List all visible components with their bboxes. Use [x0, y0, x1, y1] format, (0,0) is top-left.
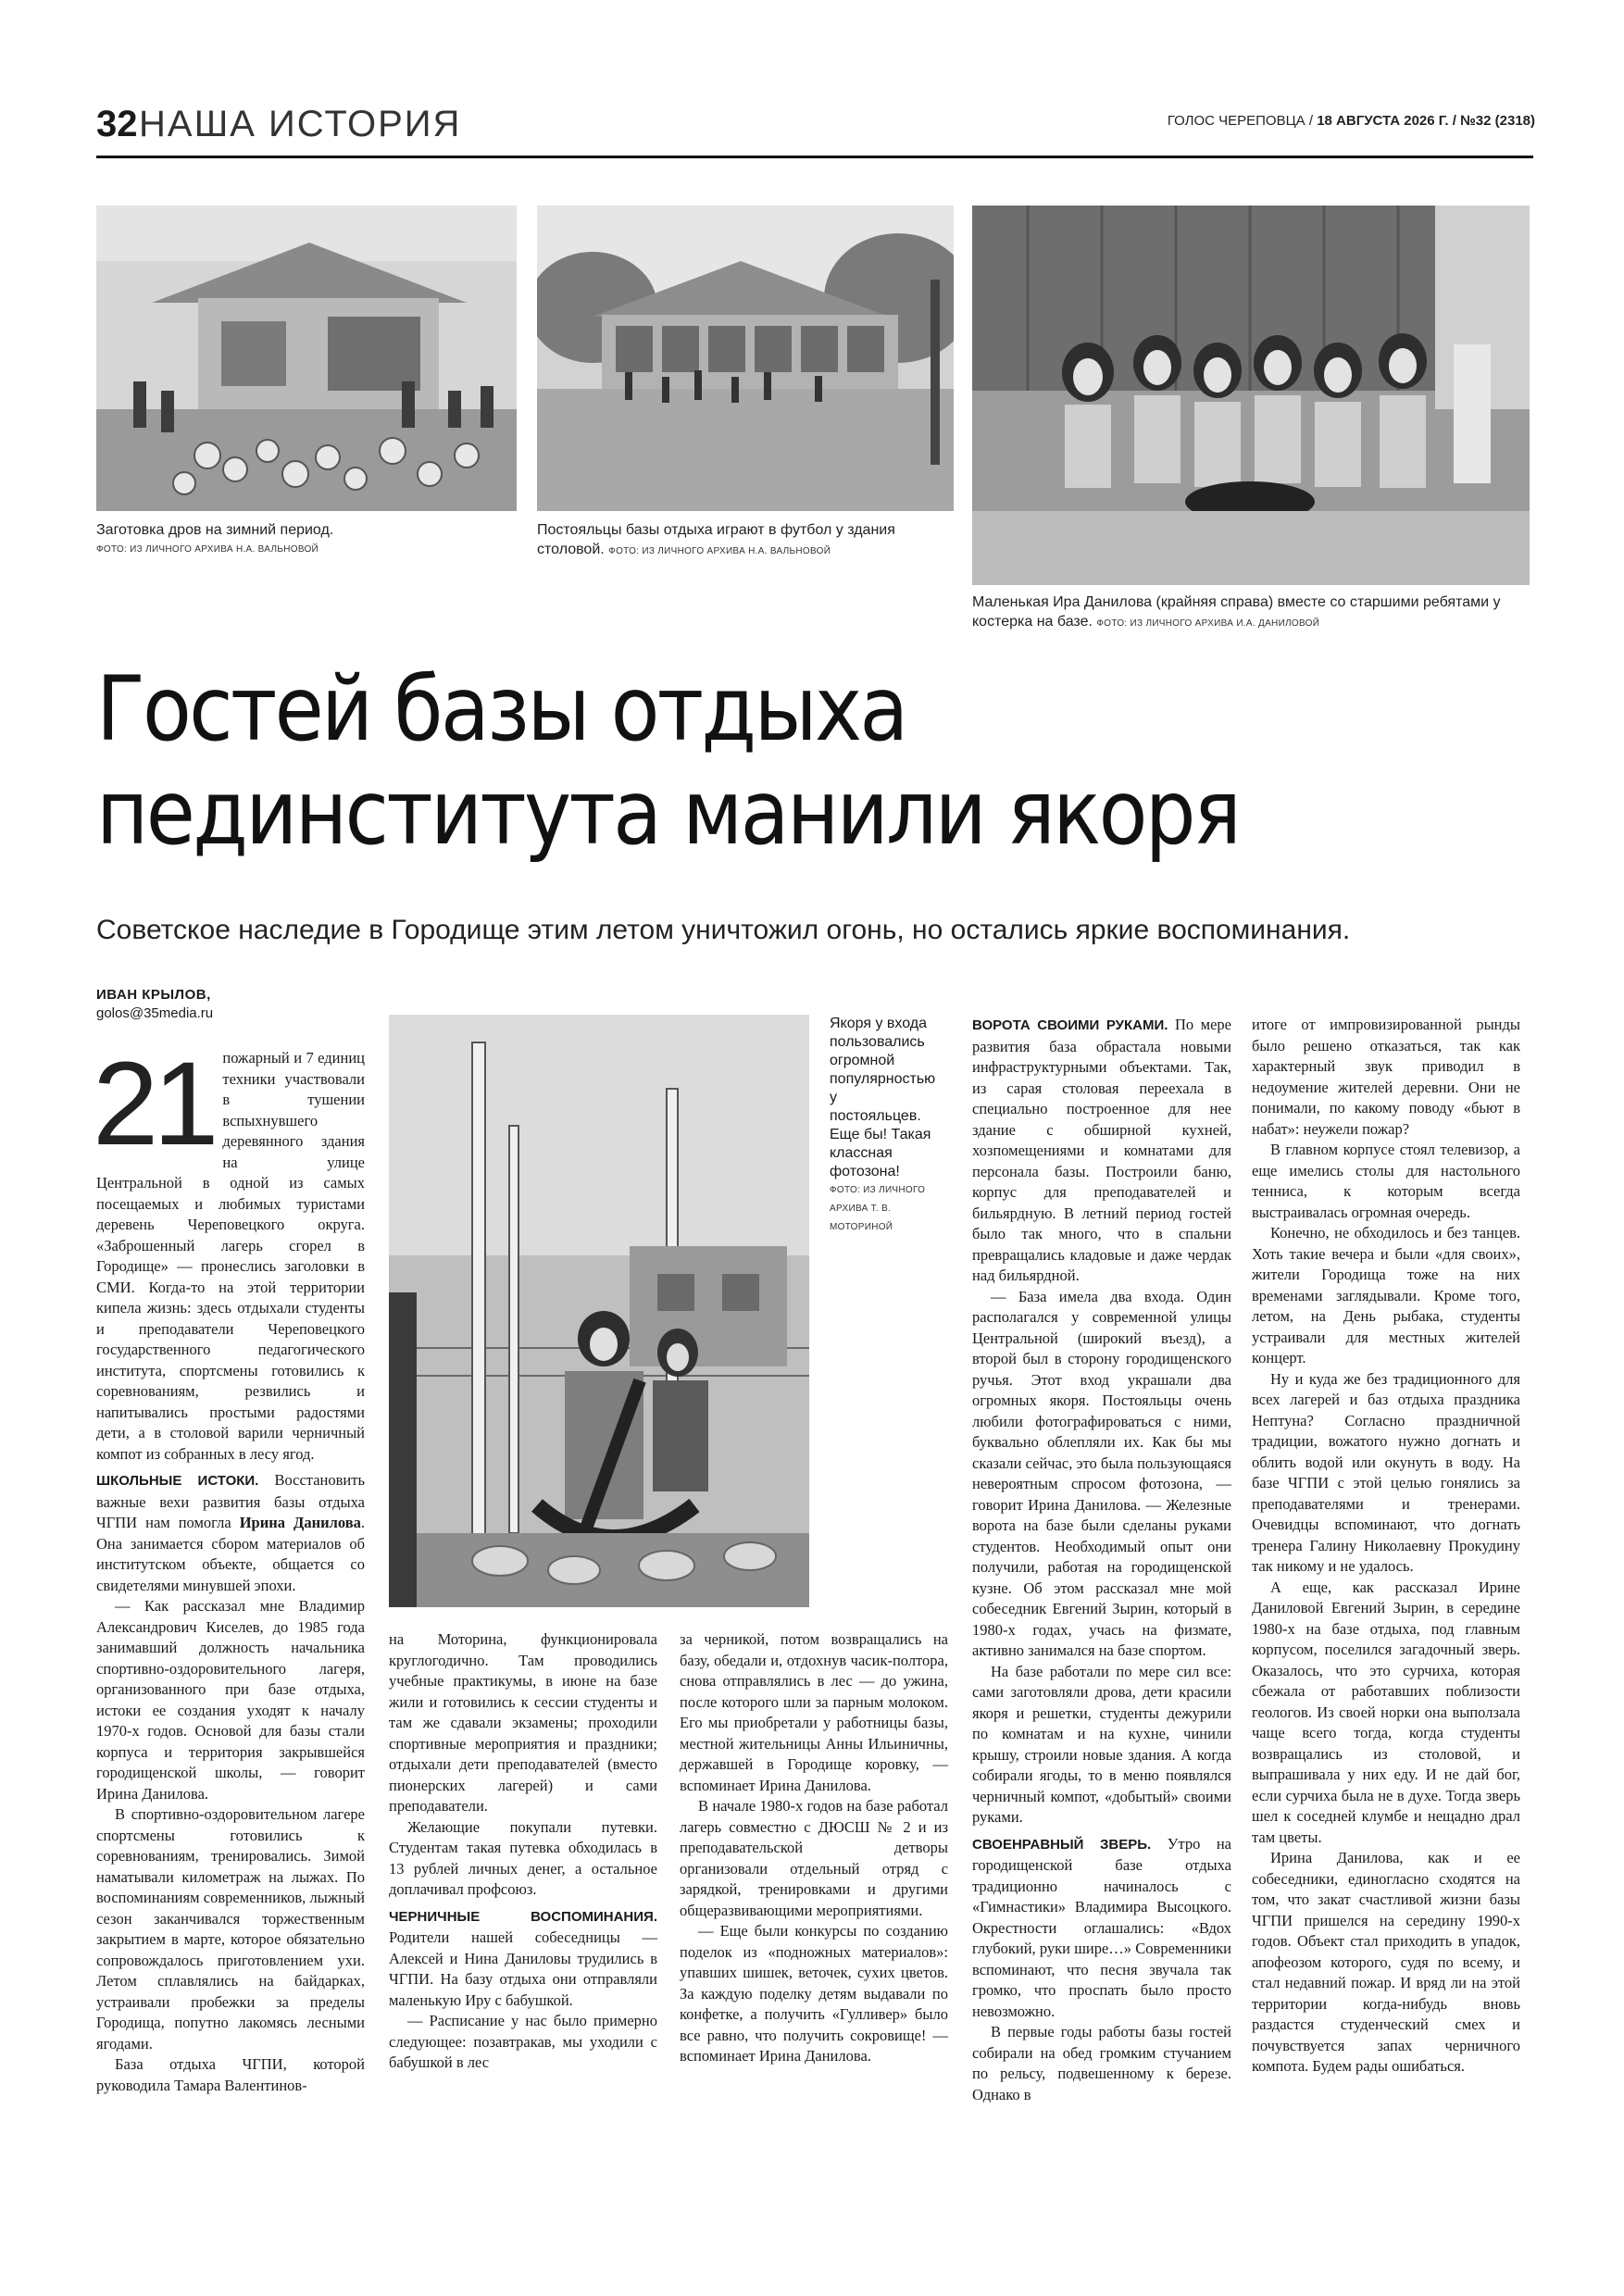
subheading: ВОРОТА СВОИМИ РУКАМИ.: [972, 1017, 1168, 1033]
photo-credit: ФОТО: ИЗ ЛИЧНОГО АРХИВА Н.А. ВАЛЬНОВОЙ: [96, 544, 319, 555]
paragraph: [96, 1470, 365, 1596]
photo-campfire-caption: [972, 593, 1518, 633]
subheading: СВОЕНРАВНЫЙ ЗВЕРЬ.: [972, 1836, 1152, 1853]
caption-text: Маленькая Ира Данилова (крайняя справа) вместе со старшими ребятами у костерка на базе.: [972, 594, 1501, 630]
paragraph: — Расписание у нас было примерно следующее: позавтракав, мы уходили с бабушкой в лес: [389, 2012, 657, 2071]
masthead: ГОЛОС ЧЕРЕПОВЦА / 18 АВГУСТА 2026 Г. / №32 (2318): [1167, 113, 1535, 129]
paragraph: Конечно, не обходилось и без танцев. Хоть такие вечера и были «для своих», жители Городища тоже на них временами заглядывали. Кроме того, летом, на День рыбака, студенты устраивали для местных жителей концерт.: [1252, 1224, 1520, 1366]
photo-firewood: [96, 206, 517, 511]
issue-info: 18 АВГУСТА 2026 Г. / №32 (2318): [1317, 113, 1535, 129]
paragraph: итоге от импровизированной рынды было решено отказаться, так как характерный звук приводил в недоумение жителей деревни. Они не понимали, по какому поводу «бьют в набат»: неужели пожар?: [1252, 1016, 1520, 1138]
paragraph: [972, 1834, 1231, 2023]
paragraph: В спортивно-оздоровительном лагере спортсмены готовились к соревнованиям, тренировались. Зимой наматывали километраж на лыжах. По воспоминаниям современников, лыжный сезон заканчивался торжественным закрытием в марте, которое обязательно сопровождалось приготовлением ухи. Летом сплавлялись на байдарках, устраивали пробежки за пределы Городища, попутно лакомясь лесными ягодами.: [96, 1805, 365, 2053]
headline: [96, 657, 1396, 865]
paragraph: на Моторина, функционировала круглогодично. Там проводились учебные практикумы, в июне на базе жили и готовились к сессии студенты и там же сдавали экзамены; проходили спортивные мероприятия и праздники; отдыхали дети преподавателей (вместо пионерских лагерей) и сами преподаватели.: [389, 1630, 657, 1815]
lead-text: пожарный и 7 единиц техники участвовали в тушении вспыхнувшего деревянного здания на улице Центральной в одной из самых посещаемых и любимых туристами деревень Череповецкого округа. «Заброшенный лагерь сгорел в Городище» — пронеслись заголовки в СМИ. Когда-то на этой территории кипела жизнь: здесь отдыхали студенты и преподаватели Череповецкого государственного педагогического института, спортсмены готовились к соревнованиям, резвились и напитывались простыми радостями дети, а в столовой варили черничный компот из собранных в лесу ягод.: [96, 1049, 365, 1463]
article-column-1: [93, 1038, 365, 2096]
paragraph: В начале 1980-х годов на базе работал лагерь совместно с ДЮСШ № 2 и из преподавательской детворы организовали отдельный отряд с зарядкой, тренировками и другими общеразвивающими мероприятиями.: [680, 1797, 948, 1919]
paragraph: Ну и куда же без традиционного для всех лагерей и баз отдыха праздника Нептуна? Согласно праздничной традиции, вожатого нужно догнать и облить водой или окунуть в воду. На базе ЧГПИ с этой целью гонялись за преподавателями и тренерами. Очевидцы вспоминают, что догнать тренера Галину Николаевну Прокудину так никому и не удалось.: [1252, 1369, 1520, 1575]
text: Утро на городищенской базе отдыха традиционно начиналось с «Гимнастики» Владимира Высоцкого. Окрестности оглашались: «Вдох глубокий, руки шире…» Современники вспоминают, что песня звучала так громко, что проспать было просто невозможно.: [972, 1834, 1231, 2020]
headline-line-1: Гостей базы отдыха: [96, 657, 906, 761]
photo-credit: ФОТО: ИЗ ЛИЧНОГО АРХИВА Н.А. ВАЛЬНОВОЙ: [608, 546, 831, 556]
newspaper-name: ГОЛОС ЧЕРЕПОВЦА: [1167, 113, 1305, 129]
paragraph: На базе работали по мере сил все: сами заготовляли дрова, дети красили якоря и решетки, студенты дежурили по комнатам и на кухне, чинили крышу, строили новые здания. А когда собирали ягоды, то в меню появлялся черничный компот, «добытый» своими руками.: [972, 1662, 1231, 1826]
photo-firewood-caption: [96, 520, 517, 559]
text: . Она занимается сбором материалов об институтском объекте, общается со свидетелями минувшей эпохи.: [96, 1514, 365, 1594]
headline-line-2: пединститута манили якоря: [96, 761, 1240, 865]
article-column-3: [680, 1629, 948, 2067]
photo-campfire: [972, 206, 1530, 585]
byline-author: ИВАН КРЫЛОВ,: [96, 987, 211, 1003]
page-number: 32: [96, 104, 138, 144]
section-title: НАША ИСТОРИЯ: [139, 104, 462, 144]
subheadline: Советское наследие в Городище этим летом уничтожил огонь, но остались яркие воспоминания.: [96, 915, 1351, 945]
caption-text: Заготовка дров на зимний период.: [96, 522, 334, 538]
person-name: Ирина Данилова: [239, 1514, 361, 1531]
photo-anchors: [389, 1015, 809, 1607]
photo-credit: ФОТО: ИЗ ЛИЧНОГО АРХИВА Т. В. МОТОРИНОЙ: [830, 1185, 926, 1232]
paragraph: [93, 1038, 365, 1465]
paragraph: [389, 1906, 657, 2012]
article-column-4: [972, 1015, 1231, 2105]
caption-text: Постояльцы базы отдыха играют в футбол у здания столовой.: [537, 522, 895, 557]
paragraph: [972, 1015, 1231, 1287]
photo-football-caption: [537, 520, 926, 561]
dropcap: 21: [93, 1038, 214, 1170]
paragraph: Желающие покупали путевки. Студентам такая путевка обходилась в 13 рублей личных денег, а остальное доплачивал профсоюз.: [389, 1817, 657, 1898]
paragraph: — Еще были конкурсы по созданию поделок из «подножных материалов»: упавших шишек, веточек, сухих цветов. За каждую поделку детям выдавали по конфетке, а получить «Гулливер» было все равно, что получить сокровище! — вспоминает Ирина Данилова.: [680, 1922, 948, 2065]
subheading: ЧЕРНИЧНЫЕ ВОСПОМИНАНИЯ.: [389, 1908, 657, 1925]
paragraph: А еще, как рассказал Ирине Даниловой Евгений Зырин, в середине 1980-х на базе отдыха, под главным корпусом, поселился загадочный зверь. Оказалось, что это сурчиха, которая сбежала от работавших поблизости геологов. Из своей норки она выползала чаще всего тогда, когда студенты возвращались из столовой, и выпрашивала у них еду. И не дай бог, если сурчиха была не в духе. Тогда зверь шел к соседней клумбе и нещадно драл там цветы.: [1252, 1578, 1520, 1846]
photo-credit: ФОТО: ИЗ ЛИЧНОГО АРХИВА И.А. ДАНИЛОВОЙ: [1096, 618, 1320, 629]
paragraph: База отдыха ЧГПИ, которой руководила Тамара Валентинов-: [96, 2055, 365, 2094]
paragraph: Ирина Данилова, как и ее собеседники, единогласно сходятся на том, что закат счастливой жизни базы ЧГПИ пришелся на середину 1990-х годов. Объект стал приходить в упадок, апофеозом которого, судя по всему, и стал недавний пожар. И вряд ли на этой территории когда-нибудь вновь раздастся студенческий смех и почувствуется запах черничного компота. Будем рады ошибаться.: [1252, 1849, 1520, 2075]
byline-email: golos@35media.ru: [96, 1005, 214, 1021]
text: Родители нашей собеседницы — Алексей и Нина Даниловы трудились в ЧГПИ. На базу отдыха они отправляли маленькую Иру с бабушкой.: [389, 1928, 657, 2009]
text: Восстановить важные вехи развития базы отдыха ЧГПИ нам помогла: [96, 1471, 365, 1531]
subheading: ШКОЛЬНЫЕ ИСТОКИ.: [96, 1473, 259, 1489]
paragraph: за черникой, потом возвращались на базу, обедали и, отдохнув часик-полтора, снова отправлялись в лес — до ужина, после которого шли за парным молоком. Его мы приобретали у работницы базы, местной жительницы Анны Ильиничны, державшей в Городище коровку, — вспоминает Ирина Данилова.: [680, 1630, 948, 1794]
photo-football: [537, 206, 954, 511]
paragraph: — Как рассказал мне Владимир Александрович Киселев, до 1985 года занимавший должность начальника спортивно-оздоровительного лагеря, организованного при базе отдыха, истоки ее создания уходят к началу 1970-х годов. Основой для базы стали корпуса и территория закрывшейся городищенской школы, — говорит Ирина Данилова.: [96, 1597, 365, 1803]
caption-text: Якоря у входа пользовались огромной популярностью у постояльцев. Еще бы! Такая классная фотозона!: [830, 1016, 936, 1179]
header-rule: [96, 156, 1533, 158]
photo-anchors-caption: [830, 1015, 936, 1237]
article-column-5: [1252, 1015, 1520, 2078]
paragraph: В первые годы работы базы гостей собирали на обед громким стучанием по рельсу, подвешенному к березе. Однако в: [972, 2023, 1231, 2103]
text: По мере развития база обрастала новыми инфраструктурными объектами. Так, из сарая столовая переехала в специально построенное для нее здание с обширной кухней, хозпомещениями и комнатами для персонала базы. Построили баню, корпус для преподавателей и бильярдную. В летний период гостей было так много, что в спальни превращались кладовые и даже чердак над бильярдной.: [972, 1016, 1231, 1284]
article-column-2: [389, 1629, 657, 2074]
paragraph: — База имела два входа. Один располагался у современной улицы Центральной (широкий въезд), а второй был в сторону городищенского ручья. Этот вход украшали два огромных якоря. Постояльцы очень любили фотографироваться с ними, буквально облепляли их. Как бы мы сказали сейчас, это была пользующаяся невероятным спросом фотозона, — говорит Ирина Данилова. — Железные ворота на базе были сделаны руками студентов. Необходимый опыт они получили, работая на городищенской кузне. Об этом рассказал мне мой собеседник Евгений Зырин, который в 1980-х годах, учась на физмате, активно занимался на базе спортом.: [972, 1287, 1231, 1659]
paragraph: В главном корпусе стоял телевизор, а еще имелись столы для настольного тенниса, к которым всегда выстраивалась огромная очередь.: [1252, 1141, 1520, 1221]
